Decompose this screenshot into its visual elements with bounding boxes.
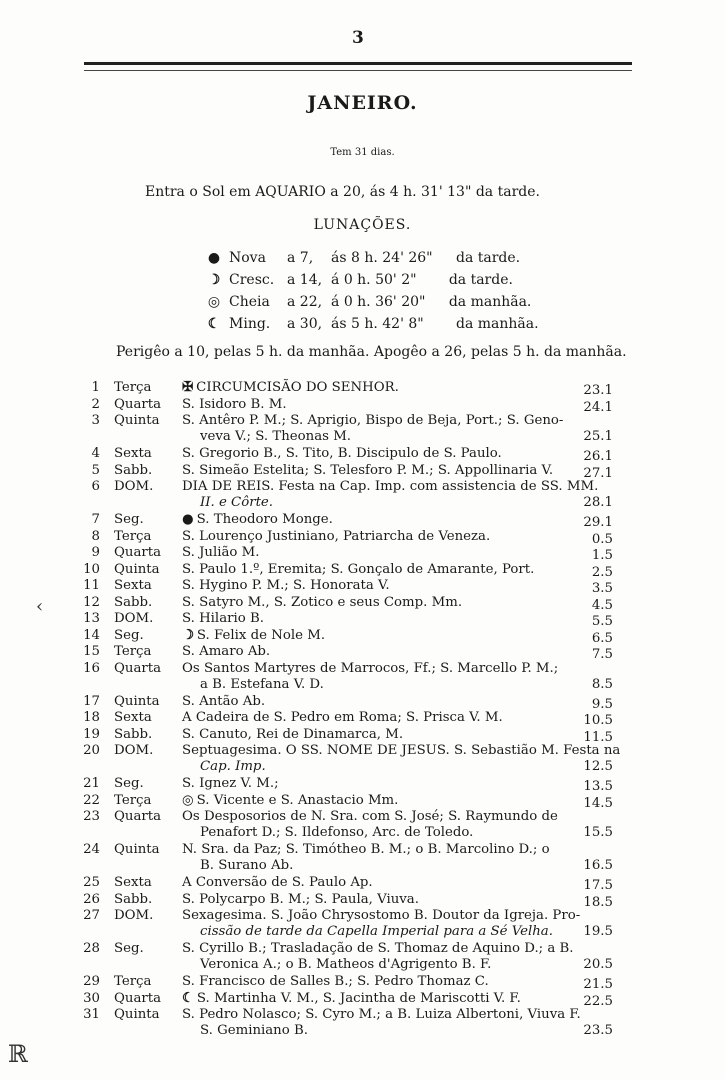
day-number: 29	[83, 974, 100, 989]
lunar-age: 9.5	[591, 696, 613, 712]
saint-text: A Conversão de S. Paulo Ap.	[182, 875, 373, 890]
day-number: 25	[83, 875, 100, 890]
lunar-age: 3.5	[591, 581, 613, 596]
saint-entry	[182, 562, 600, 578]
lunar-age: 11.5	[583, 729, 613, 745]
saint-text-continued: S. Geminiano B.	[200, 1023, 308, 1038]
saint-text: Os Desposorios de N. Sra. com S. José; S. Raymundo de	[182, 809, 558, 824]
day-number: 11	[83, 578, 100, 593]
weekday: Sabb.	[114, 462, 153, 478]
day-number: 31	[83, 1007, 100, 1022]
day-number: 14	[83, 627, 100, 643]
saint-text: S. Gregorio B., S. Tito, B. Discipulo de S. Paulo.	[182, 446, 502, 461]
saint-text: S. Martinha V. M., S. Jacintha de Mariscotti V. F.	[196, 990, 521, 1006]
saint-entry	[182, 875, 600, 891]
lunar-age: 20.5	[583, 957, 613, 972]
margin-mark: ‹	[36, 596, 44, 617]
weekday: Seg.	[114, 627, 144, 643]
saint-text: S. Canuto, Rei de Dinamarca, M.	[182, 726, 404, 742]
saint-entry	[182, 793, 600, 809]
day-number: 1	[91, 380, 100, 395]
saint-entry	[182, 446, 600, 462]
weekday: Terça	[114, 528, 152, 544]
new-moon-icon: ●	[207, 250, 221, 266]
saint-text: S. Julião M.	[182, 545, 260, 560]
lunar-age: 25.1	[583, 429, 613, 444]
saint-text: S. Amaro Ab.	[182, 644, 271, 659]
weekday: Quinta	[114, 561, 160, 577]
saint-entry	[182, 776, 600, 792]
lunar-age: 0.5	[591, 531, 613, 547]
saint-entry	[182, 463, 600, 479]
saint-text: S. Cyrillo B.; Trasladação de S. Thomaz de Aquino D.; a B.	[182, 941, 574, 956]
saint-entry	[182, 727, 600, 743]
saint-text: S. Simeão Estelita; S. Telesforo P. M.; S. Appollinaria V.	[182, 462, 554, 478]
moon-phase-icon: ●	[182, 512, 194, 527]
lunar-age: 17.5	[583, 878, 613, 893]
saint-text: Septuagesima. O SS. NOME DE JESUS. S. Sebastião M. Festa na	[182, 743, 621, 758]
weekday: Sabb.	[114, 891, 153, 907]
saint-text: S. Hilario B.	[182, 611, 264, 626]
lunar-age: 21.5	[583, 977, 613, 992]
lunar-age: 6.5	[591, 630, 613, 646]
lunar-age: 4.5	[591, 597, 613, 613]
weekday: Quinta	[114, 842, 160, 857]
saint-entry	[182, 413, 600, 429]
day-number: 16	[83, 660, 100, 676]
saint-entry	[182, 809, 600, 825]
day-number: 4	[91, 446, 100, 461]
day-number: 26	[83, 891, 100, 907]
saint-entry	[182, 991, 600, 1007]
saint-entry	[182, 661, 600, 677]
day-number: 8	[91, 528, 100, 544]
lunar-age: 29.1	[583, 515, 613, 530]
lunar-age: 10.5	[583, 713, 613, 728]
saint-text: S. Satyro M., S. Zotico e seus Comp. Mm.	[182, 594, 463, 610]
saint-text: S. Francisco de Salles B.; S. Pedro Thomaz C.	[182, 974, 489, 989]
lunar-age: 8.5	[591, 676, 613, 692]
saint-entry	[182, 578, 600, 594]
saint-text: N. Sra. da Paz; S. Timótheo B. M.; o B. Marcolino D.; o	[182, 842, 550, 857]
day-number: 17	[83, 693, 100, 709]
saint-text-continued: Penafort D.; S. Ildefonso, Arc. de Toledo.	[200, 825, 474, 840]
lunar-age: 23.5	[583, 1023, 613, 1038]
lunar-age: 16.5	[583, 858, 613, 873]
day-number: 21	[83, 776, 100, 791]
lunar-age: 13.5	[583, 779, 613, 794]
weekday: Quarta	[114, 545, 162, 560]
weekday: Quarta	[114, 809, 162, 824]
day-number: 15	[83, 644, 100, 659]
lunation-row: ☾ Ming. a 30, ás 5 h. 42' 8" da manhãa.	[205, 316, 539, 338]
saint-text: S. Hygino P. M.; S. Honorata V.	[182, 578, 390, 593]
weekday: Sabb.	[114, 594, 153, 610]
weekday: DOM.	[114, 611, 154, 626]
day-number: 3	[91, 413, 100, 428]
day-number: 23	[83, 809, 100, 824]
saint-text: A Cadeira de S. Pedro em Roma; S. Prisca V. M.	[182, 710, 503, 725]
day-number: 28	[83, 941, 100, 956]
full-moon-icon: ◎	[207, 294, 221, 310]
moon-phase-icon: ◎	[182, 792, 194, 808]
saint-text-continued: II. e Côrte.	[200, 495, 274, 510]
lunar-age: 26.1	[583, 449, 613, 464]
weekday: Terça	[114, 974, 152, 989]
weekday: Seg.	[114, 941, 144, 956]
saint-text: Os Santos Martyres de Marrocos, Ff.; S. Marcello P. M.;	[182, 660, 559, 676]
day-number: 22	[83, 792, 100, 808]
lunar-age: 24.1	[583, 399, 613, 415]
saint-entry	[182, 694, 600, 710]
weekday: Terça	[114, 792, 152, 808]
last-quarter-moon-icon: ☾	[207, 316, 221, 332]
saint-text: S. Felix de Nole M.	[196, 627, 326, 643]
days-note: Tem 31 dias.	[330, 147, 395, 158]
saint-text: S. Paulo 1.º, Eremita; S. Gonçalo de Amarante, Port.	[182, 561, 535, 577]
first-quarter-moon-icon: ☽	[207, 272, 221, 288]
saint-entry	[182, 941, 600, 957]
lunations-title: LUNAÇÕES.	[313, 217, 412, 233]
saint-text: S. Vicente e S. Anastacio Mm.	[196, 792, 399, 808]
saint-entry	[182, 397, 600, 413]
day-number: 10	[83, 561, 100, 577]
saint-entry	[182, 512, 600, 528]
saint-entry	[182, 743, 621, 759]
weekday: Terça	[114, 380, 152, 395]
weekday: Quarta	[114, 990, 162, 1006]
day-number: 24	[83, 842, 100, 857]
saint-entry	[182, 908, 600, 924]
lunar-age: 7.5	[591, 647, 613, 662]
weekday: Quinta	[114, 413, 160, 428]
lunar-age: 28.1	[583, 495, 613, 510]
saint-text: S. Antão Ab.	[182, 693, 266, 709]
saint-entry	[182, 611, 600, 627]
weekday: Seg.	[114, 512, 144, 527]
saint-entry	[182, 710, 600, 726]
saint-entry	[182, 842, 600, 858]
day-number: 12	[83, 594, 100, 610]
lunar-age: 12.5	[583, 759, 613, 774]
weekday: Terça	[114, 644, 152, 659]
moon-phase-icon: ☽	[182, 627, 194, 643]
day-number: 27	[83, 908, 100, 923]
page-number: 3	[352, 28, 364, 48]
saint-text-continued: B. Surano Ab.	[200, 858, 294, 873]
day-number: 6	[91, 479, 100, 494]
saint-text: DIA DE REIS. Festa na Cap. Imp. com assistencia de SS. MM.	[182, 479, 599, 494]
day-number: 13	[83, 611, 100, 626]
saint-text-continued: veva V.; S. Theonas M.	[200, 429, 352, 444]
lunation-row: ● Nova a 7, ás 8 h. 24' 26" da tarde.	[205, 250, 520, 272]
lunar-age: 2.5	[591, 564, 613, 580]
saint-entry	[182, 1007, 600, 1023]
weekday: DOM.	[114, 479, 154, 494]
weekday: Sabb.	[114, 726, 153, 742]
lunar-age: 15.5	[583, 825, 613, 840]
moon-phase-icon: ✠	[182, 380, 194, 395]
saint-text: S. Isidoro B. M.	[182, 396, 287, 412]
lunation-row: ☽ Cresc. a 14, á 0 h. 50' 2" da tarde.	[205, 272, 513, 294]
saint-text: S. Pedro Nolasco; S. Cyro M.; a B. Luiza Albertoni, Viuva F.	[182, 1007, 581, 1022]
saint-text-continued: Cap. Imp.	[200, 759, 266, 774]
saint-text: S. Antêro P. M.; S. Aprigio, Bispo de Beja, Port.; S. Geno-	[182, 413, 564, 428]
saint-entry	[182, 974, 600, 990]
lunar-age: 18.5	[583, 894, 613, 910]
saint-text: S. Lourenço Justiniano, Patriarcha de Veneza.	[182, 528, 491, 544]
moon-phase-icon: ☾	[182, 990, 194, 1006]
saint-entry	[182, 545, 600, 561]
saint-text-continued: a B. Estefana V. D.	[200, 676, 324, 692]
weekday: Sexta	[114, 710, 152, 725]
weekday: Sexta	[114, 875, 152, 890]
saint-text: CIRCUMCISÃO DO SENHOR.	[196, 380, 399, 395]
day-number: 2	[91, 396, 100, 412]
weekday: Quinta	[114, 693, 160, 709]
lunar-age: 19.5	[583, 924, 613, 939]
day-number: 30	[83, 990, 100, 1006]
day-number: 18	[83, 710, 100, 725]
lunar-age: 22.5	[583, 993, 613, 1009]
weekday: Seg.	[114, 776, 144, 791]
perigee-note: Perigêo a 10, pelas 5 h. da manhãa. Apogêo a 26, pelas 5 h. da manhãa.	[116, 344, 627, 360]
saint-entry	[182, 529, 600, 545]
lunar-age: 1.5	[591, 548, 613, 563]
day-number: 7	[91, 512, 100, 527]
day-number: 5	[91, 462, 100, 478]
day-number: 20	[83, 743, 100, 758]
lunar-age: 14.5	[583, 795, 613, 811]
sun-entry: Entra o Sol em AQUARIO a 20, ás 4 h. 31' 13" da tarde.	[145, 184, 540, 200]
weekday: Quarta	[114, 660, 162, 676]
saint-text-continued: cissão de tarde da Capella Imperial para a Sé Velha.	[200, 924, 553, 939]
saint-text: S. Polycarpo B. M.; S. Paula, Viuva.	[182, 891, 419, 907]
saint-text: Sexagesima. S. João Chrysostomo B. Doutor da Igreja. Pro-	[182, 908, 581, 923]
saint-text: S. Theodoro Monge.	[196, 512, 333, 527]
day-number: 19	[83, 726, 100, 742]
saint-entry	[182, 892, 600, 908]
month-title: JANEIRO.	[307, 92, 418, 114]
saint-entry	[182, 628, 600, 644]
weekday: Quinta	[114, 1007, 160, 1022]
day-number: 9	[91, 545, 100, 560]
lunation-row: ◎ Cheia a 22, á 0 h. 36' 20" da manhãa.	[205, 294, 531, 316]
lunar-age: 5.5	[591, 614, 613, 629]
saint-entry	[182, 380, 600, 396]
weekday: Sexta	[114, 446, 152, 461]
saint-entry	[182, 644, 600, 660]
margin-mark: ℝ	[8, 1040, 28, 1068]
saint-text-continued: Veronica A.; o B. Matheos d'Agrigento B. F.	[200, 957, 492, 972]
lunar-age: 23.1	[583, 383, 613, 398]
saint-entry	[182, 595, 600, 611]
weekday: DOM.	[114, 743, 154, 758]
lunar-age: 27.1	[583, 465, 613, 481]
saint-entry	[182, 479, 600, 495]
weekday: Sexta	[114, 578, 152, 593]
weekday: Quarta	[114, 396, 162, 412]
saint-text: S. Ignez V. M.;	[182, 776, 279, 791]
weekday: DOM.	[114, 908, 154, 923]
